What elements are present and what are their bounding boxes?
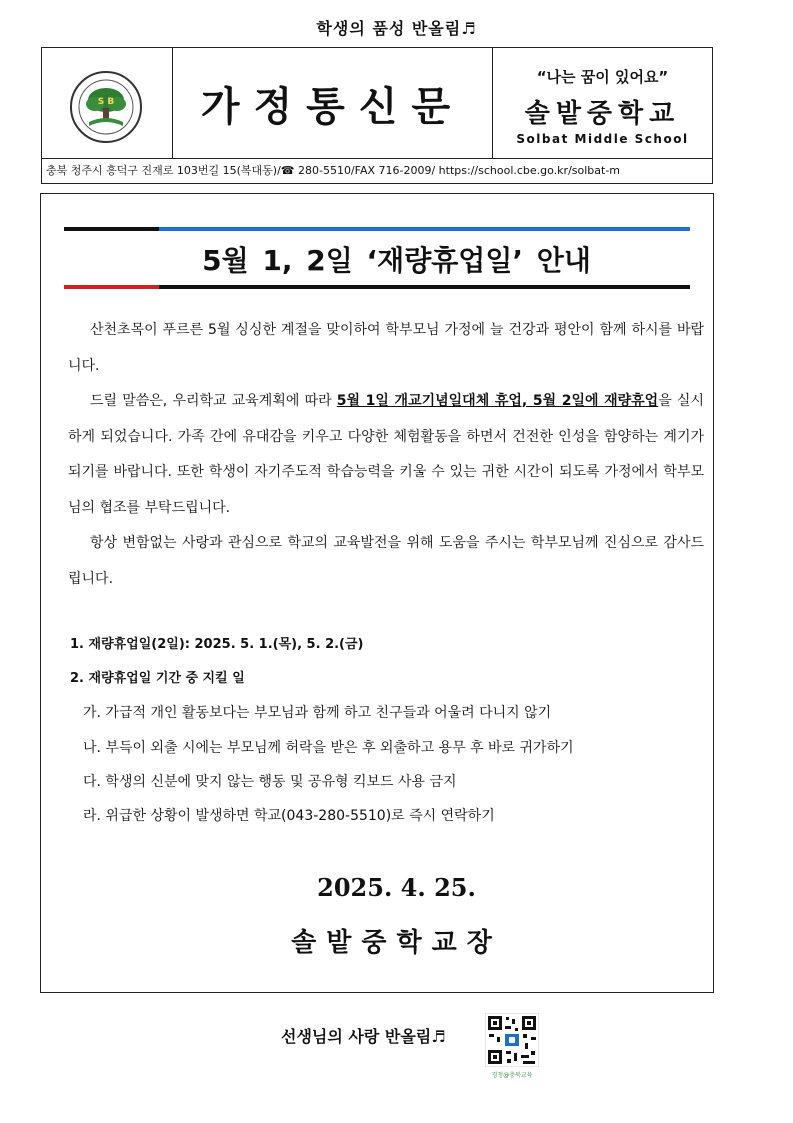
bottom-slogan: 선생님의 사랑 반올림♬	[281, 1027, 446, 1046]
notice-title: 5월 1, 2일 ‘재량휴업일’ 안내	[202, 244, 591, 277]
school-name: 솔밭중학교	[524, 99, 681, 129]
emblem-initials: S B	[97, 97, 115, 107]
qr-block[interactable]	[485, 1013, 539, 1079]
paragraph-thanks: 항상 변함없는 사랑과 관심으로 학교의 교육발전을 위해 도움을 주시는 학부모님께 진심으로 감사드립니다.	[68, 535, 704, 587]
title-bar-bottom-red	[64, 285, 159, 289]
logo-cell	[42, 48, 173, 158]
school-name-english: Solbat Middle School	[516, 132, 689, 146]
school-emblem-icon	[69, 70, 143, 144]
title-bar-bottom-black	[159, 285, 690, 289]
announcement-text-start: 드릴 말씀은, 우리학교 교육계획에 따라	[90, 393, 337, 409]
guideline-item: 다. 학생의 신분에 맞지 않는 행동 및 공유형 킥보드 사용 금지	[83, 774, 457, 790]
closure-dates: 1. 재량휴업일(2일): 2025. 5. 1.(목), 5. 2.(금)	[70, 637, 364, 652]
top-slogan: 학생의 품성 반올림♬	[316, 19, 477, 38]
school-address: 충북 청주시 흥덕구 진재로 103번길 15(복대동)/☎ 280-5510/FAX 716-2009/ https://school.cbe.go.kr/solbat-m	[42, 158, 712, 183]
announcement-text-end: 을 실시하게 되었습니다. 가족 간에 유대감을 키우고 다양한 체험활동을 하면서 건전한 인성을 함양하는 계기가 되기를 바랍니다. 또한 학생이 자기주도적 학습능력을 키울 수 있는 귀한 시간이 되도록 가정에서 학부모님의 협조를 부탁드립니다.	[68, 393, 704, 516]
qr-code-icon[interactable]	[485, 1013, 539, 1067]
guidelines-heading: 2. 재량휴업일 기간 중 지킬 일	[70, 671, 245, 686]
title-bar-top-black	[64, 227, 159, 231]
letterhead	[41, 47, 713, 184]
guideline-item: 나. 부득이 외출 시에는 부모님께 허락을 받은 후 외출하고 용무 후 바로 귀가하기	[83, 740, 574, 756]
title-bar-top-blue	[159, 227, 690, 231]
qr-caption: 경청@충북교육	[491, 1072, 533, 1079]
paragraph-announcement	[68, 384, 704, 526]
principal-signature: 솔밭중학교장	[291, 928, 502, 958]
guideline-item: 라. 위급한 상황이 발생하면 학교(043-280-5510)로 즉시 연락하기	[83, 808, 495, 824]
letter-title: 가정통신문	[173, 48, 493, 158]
issue-date: 2025. 4. 25.	[317, 873, 476, 902]
guideline-item: 가. 가급적 개인 활동보다는 부모님과 함께 하고 친구들과 어울려 다니지 않기	[83, 705, 552, 721]
paragraph-greeting: 산천초목이 푸르른 5월 싱싱한 계절을 맞이하여 학부모님 가정에 늘 건강과 평안이 함께 하시를 바랍니다.	[68, 322, 704, 374]
announcement-highlight: 5월 1일 개교기념일대체 휴업, 5월 2일에 재량휴업	[336, 393, 659, 409]
school-motto: “나는 꿈이 있어요”	[536, 68, 669, 86]
school-info	[493, 48, 712, 158]
